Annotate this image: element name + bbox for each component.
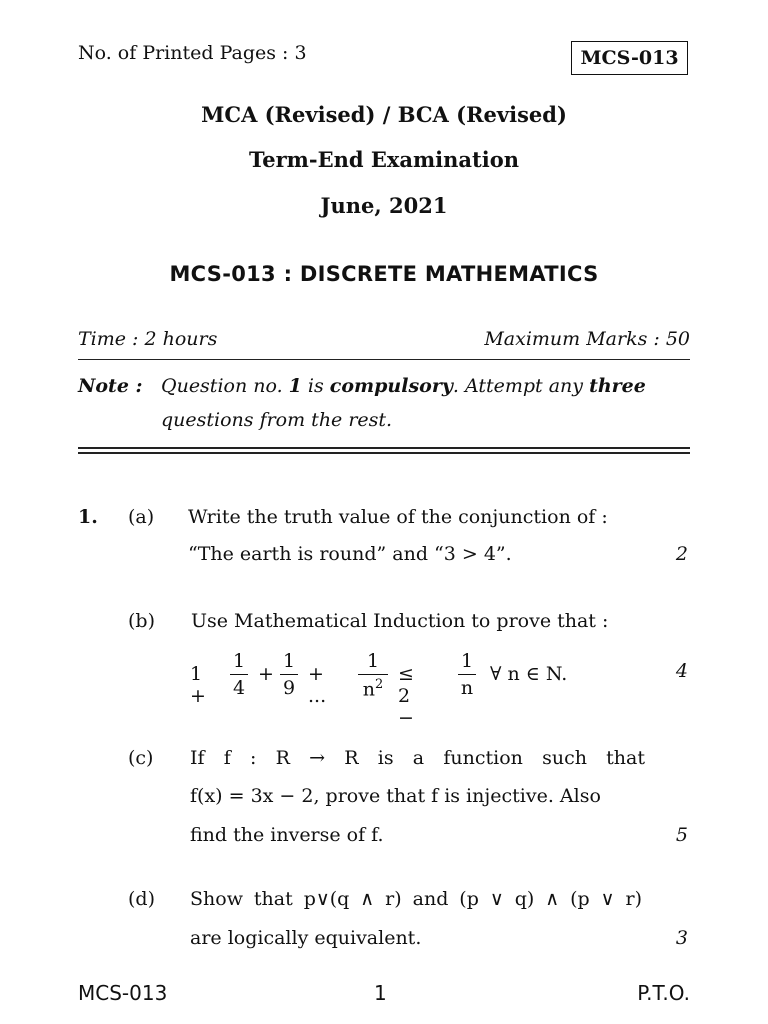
please-turn-over: P.T.O.	[637, 981, 690, 1005]
fraction-bar	[458, 674, 476, 675]
fraction-bar	[230, 674, 248, 675]
note-three: three	[589, 375, 646, 397]
footer-course-code: MCS-013	[78, 981, 168, 1005]
note-text: . Attempt any	[452, 375, 590, 397]
question-text: If f : R → R is a function such that	[190, 747, 645, 769]
maximum-marks: Maximum Marks : 50	[484, 328, 690, 350]
fraction-numerator: 1	[232, 650, 246, 672]
math-operator: + ...	[308, 663, 327, 707]
printed-pages-count: No. of Printed Pages : 3	[78, 42, 307, 64]
exam-date: June, 2021	[320, 193, 448, 218]
part-label: (d)	[128, 888, 155, 910]
math-operator: +	[258, 663, 274, 685]
divider	[78, 359, 690, 360]
part-label: (a)	[128, 506, 155, 528]
page-number: 1	[374, 981, 387, 1005]
fraction-denominator: 4	[232, 677, 246, 700]
question-text: Write the truth value of the conjunction of :	[188, 506, 608, 528]
note-text-line-1	[161, 375, 690, 397]
fraction-numerator: 1	[282, 650, 296, 672]
double-divider-top	[78, 447, 690, 449]
fraction-denominator-base: n	[362, 678, 375, 701]
double-divider-bottom	[78, 452, 690, 454]
exam-heading: Term-End Examination	[248, 147, 519, 172]
question-text: find the inverse of f.	[190, 824, 384, 846]
fraction	[358, 650, 388, 701]
question-text: f(x) = 3x − 2, prove that f is injective. Also	[190, 785, 601, 807]
exponent: 2	[374, 677, 384, 693]
part-label: (b)	[128, 610, 155, 632]
fraction	[280, 650, 298, 699]
marks: 2	[675, 543, 688, 565]
course-code-box: MCS-013	[571, 41, 688, 75]
course-title: MCS-013 : DISCRETE MATHEMATICS	[169, 262, 599, 286]
fraction-denominator: n	[460, 677, 474, 700]
note-compulsory: compulsory	[329, 375, 453, 397]
math-term: 1 +	[190, 663, 206, 707]
fraction-numerator: 1	[460, 650, 474, 672]
fraction	[230, 650, 248, 699]
fraction-bar	[358, 674, 388, 675]
note-text: Question no.	[161, 375, 289, 397]
note-question-number: 1	[288, 375, 302, 397]
question-text: are logically equivalent.	[190, 927, 422, 949]
marks: 3	[675, 927, 688, 949]
math-operator: ≤ 2 −	[398, 663, 414, 729]
question-text: Use Mathematical Induction to prove that :	[191, 610, 609, 632]
note-text: is	[301, 375, 330, 397]
marks: 4	[675, 660, 688, 682]
fraction-bar	[280, 674, 298, 675]
fraction-numerator: 1	[366, 650, 380, 672]
program-heading: MCA (Revised) / BCA (Revised)	[201, 102, 567, 127]
fraction	[458, 650, 476, 699]
note-text-line-2: questions from the rest.	[161, 409, 393, 431]
question-number: 1.	[78, 506, 98, 528]
fraction-denominator	[358, 677, 388, 700]
question-text: “The earth is round” and “3 > 4”.	[188, 543, 512, 565]
part-label: (c)	[128, 747, 154, 769]
math-quantifier: ∀ n ∈ N.	[490, 663, 568, 685]
question-text: Show that p∨(q ∧ r) and (p ∨ q) ∧ (p ∨ r)	[190, 888, 642, 910]
time-allowed: Time : 2 hours	[78, 328, 218, 350]
note-label: Note :	[78, 375, 143, 397]
marks: 5	[675, 824, 688, 846]
fraction-denominator: 9	[282, 677, 296, 700]
